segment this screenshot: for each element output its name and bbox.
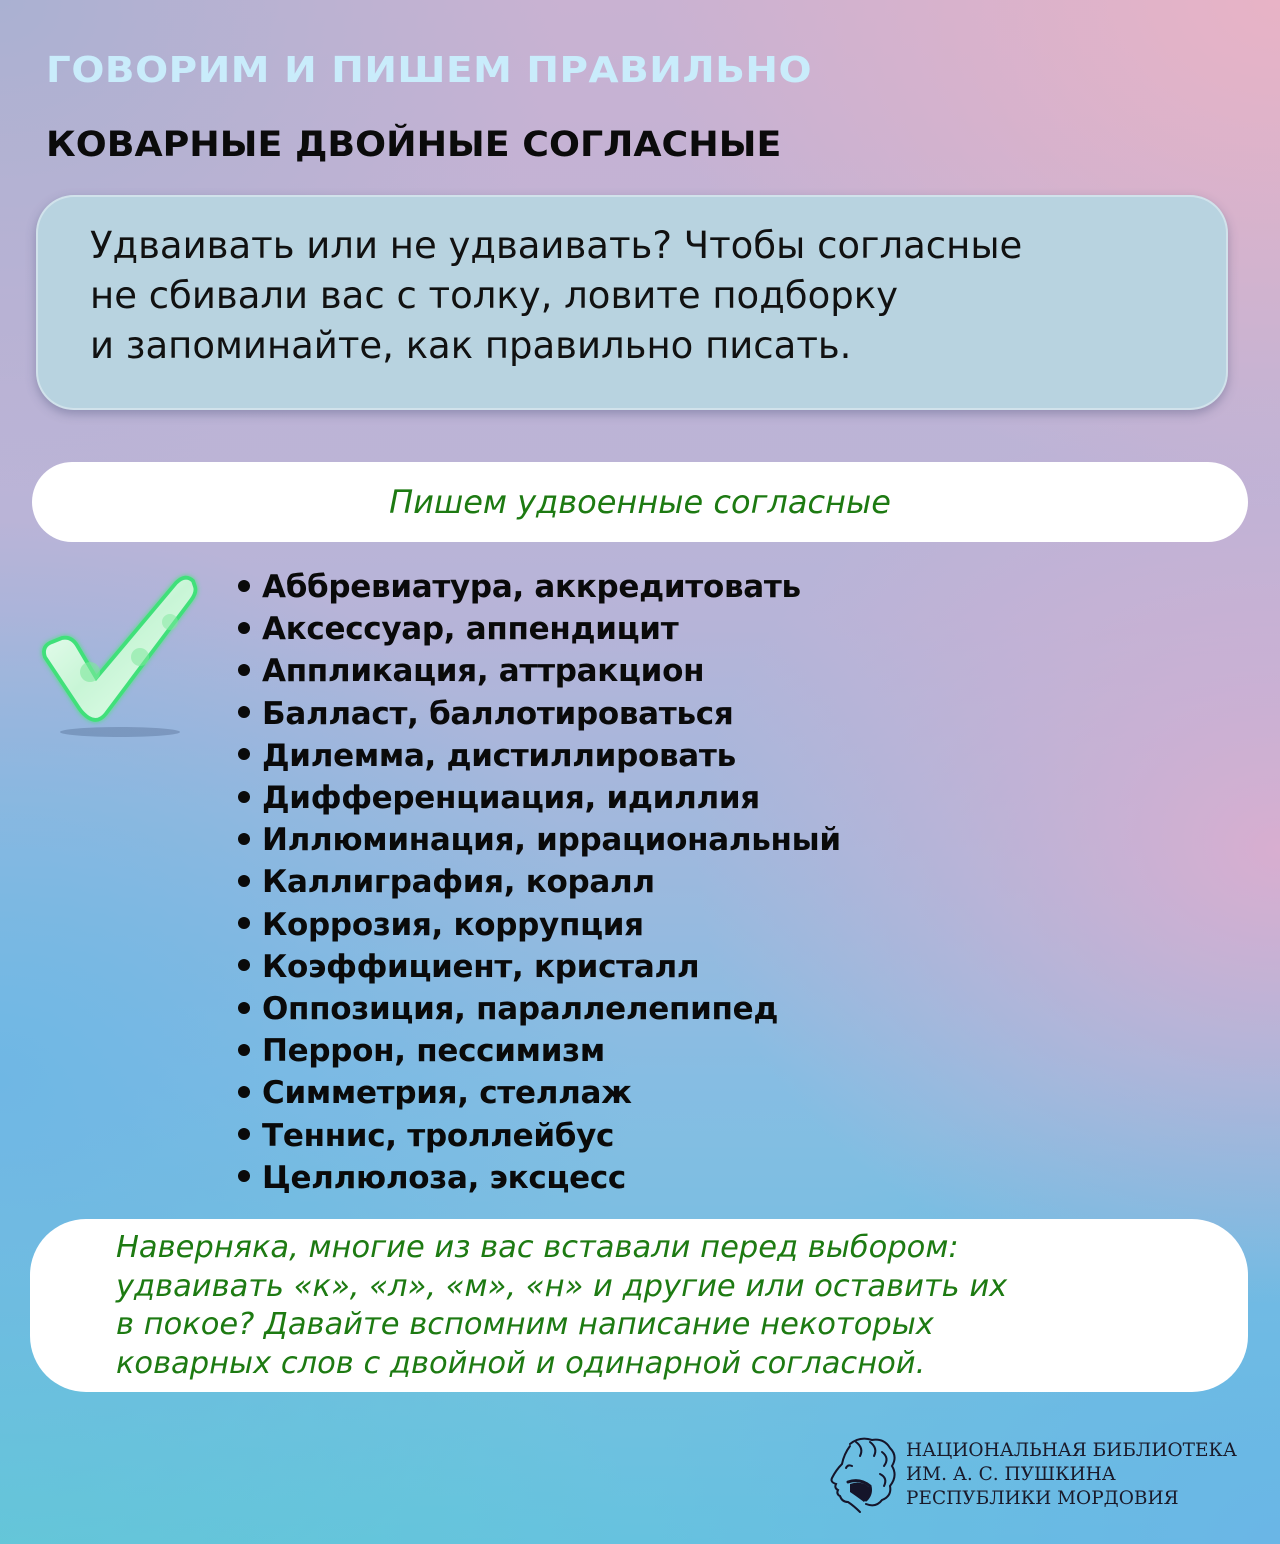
intro-line: Удваивать или не удваивать? Чтобы согласные: [90, 224, 1023, 267]
note-line: коварных слов с двойной и одинарной согласной.: [116, 1345, 926, 1381]
intro-card: [36, 195, 1228, 410]
bullet-icon: [238, 1002, 250, 1014]
page-title: КОВАРНЫЕ ДВОЙНЫЕ СОГЛАСНЫЕ: [46, 125, 782, 165]
list-item: Иллюминация, иррациональный: [238, 819, 841, 861]
check-mark-icon: [30, 562, 210, 742]
list-item: Коррозия, коррупция: [238, 904, 841, 946]
note-line: Наверняка, многие из вас вставали перед выбором:: [116, 1230, 959, 1265]
list-item: Коэффициент, кристалл: [238, 946, 841, 988]
library-name-line: ИМ. А. С. ПУШКИНА: [906, 1464, 1116, 1485]
list-item: Аппликация, аттракцион: [238, 650, 841, 692]
bullet-icon: [238, 664, 250, 676]
list-item: Симметрия, стеллаж: [238, 1072, 841, 1114]
list-item: Дилемма, дистиллировать: [238, 735, 841, 777]
list-item: Перрон, пессимизм: [238, 1030, 841, 1072]
library-logo: [820, 1434, 1237, 1516]
bullet-icon: [238, 917, 250, 929]
bullet-icon: [238, 959, 250, 971]
list-item: Аббревиатура, аккредитовать: [238, 566, 841, 608]
list-item: Аксессуар, аппендицит: [238, 608, 841, 650]
list-item: Целлюлоза, эксцесс: [238, 1157, 841, 1199]
library-name-line: НАЦИОНАЛЬНАЯ БИБЛИОТЕКА: [906, 1440, 1237, 1461]
bullet-icon: [238, 1044, 250, 1056]
bullet-icon: [238, 748, 250, 760]
list-item: Теннис, троллейбус: [238, 1115, 841, 1157]
intro-line: и запоминайте, как правильно писать.: [90, 324, 852, 367]
note-card: [30, 1219, 1248, 1392]
intro-text: [90, 221, 1022, 371]
bullet-icon: [238, 580, 250, 592]
list-item: Дифференциация, идиллия: [238, 777, 841, 819]
bullet-icon: [238, 706, 250, 718]
double-consonant-word-list: [238, 566, 841, 1199]
note-line: удваивать «к», «л», «м», «н» и другие или оставить их: [116, 1268, 1008, 1304]
bullet-icon: [238, 1128, 250, 1140]
bullet-icon: [238, 1086, 250, 1098]
pushkin-portrait-icon: [820, 1434, 898, 1516]
list-item: Оппозиция, параллелепипед: [238, 988, 841, 1030]
note-text: [116, 1229, 1007, 1383]
note-line: в покое? Давайте вспомним написание некоторых: [116, 1307, 934, 1342]
bullet-icon: [238, 833, 250, 845]
list-item: Каллиграфия, коралл: [238, 861, 841, 903]
section-heading: Пишем удвоенные согласные: [389, 483, 891, 521]
bullet-icon: [238, 1170, 250, 1182]
bullet-icon: [238, 875, 250, 887]
series-kicker: ГОВОРИМ И ПИШЕМ ПРАВИЛЬНО: [46, 50, 813, 91]
bullet-icon: [238, 622, 250, 634]
library-name: [906, 1439, 1237, 1511]
list-item: Балласт, баллотироваться: [238, 693, 841, 735]
library-name-line: РЕСПУБЛИКИ МОРДОВИЯ: [906, 1488, 1179, 1509]
section-heading-pill: [32, 462, 1248, 542]
intro-line: не сбивали вас с толку, ловите подборку: [90, 274, 898, 317]
bullet-icon: [238, 791, 250, 803]
